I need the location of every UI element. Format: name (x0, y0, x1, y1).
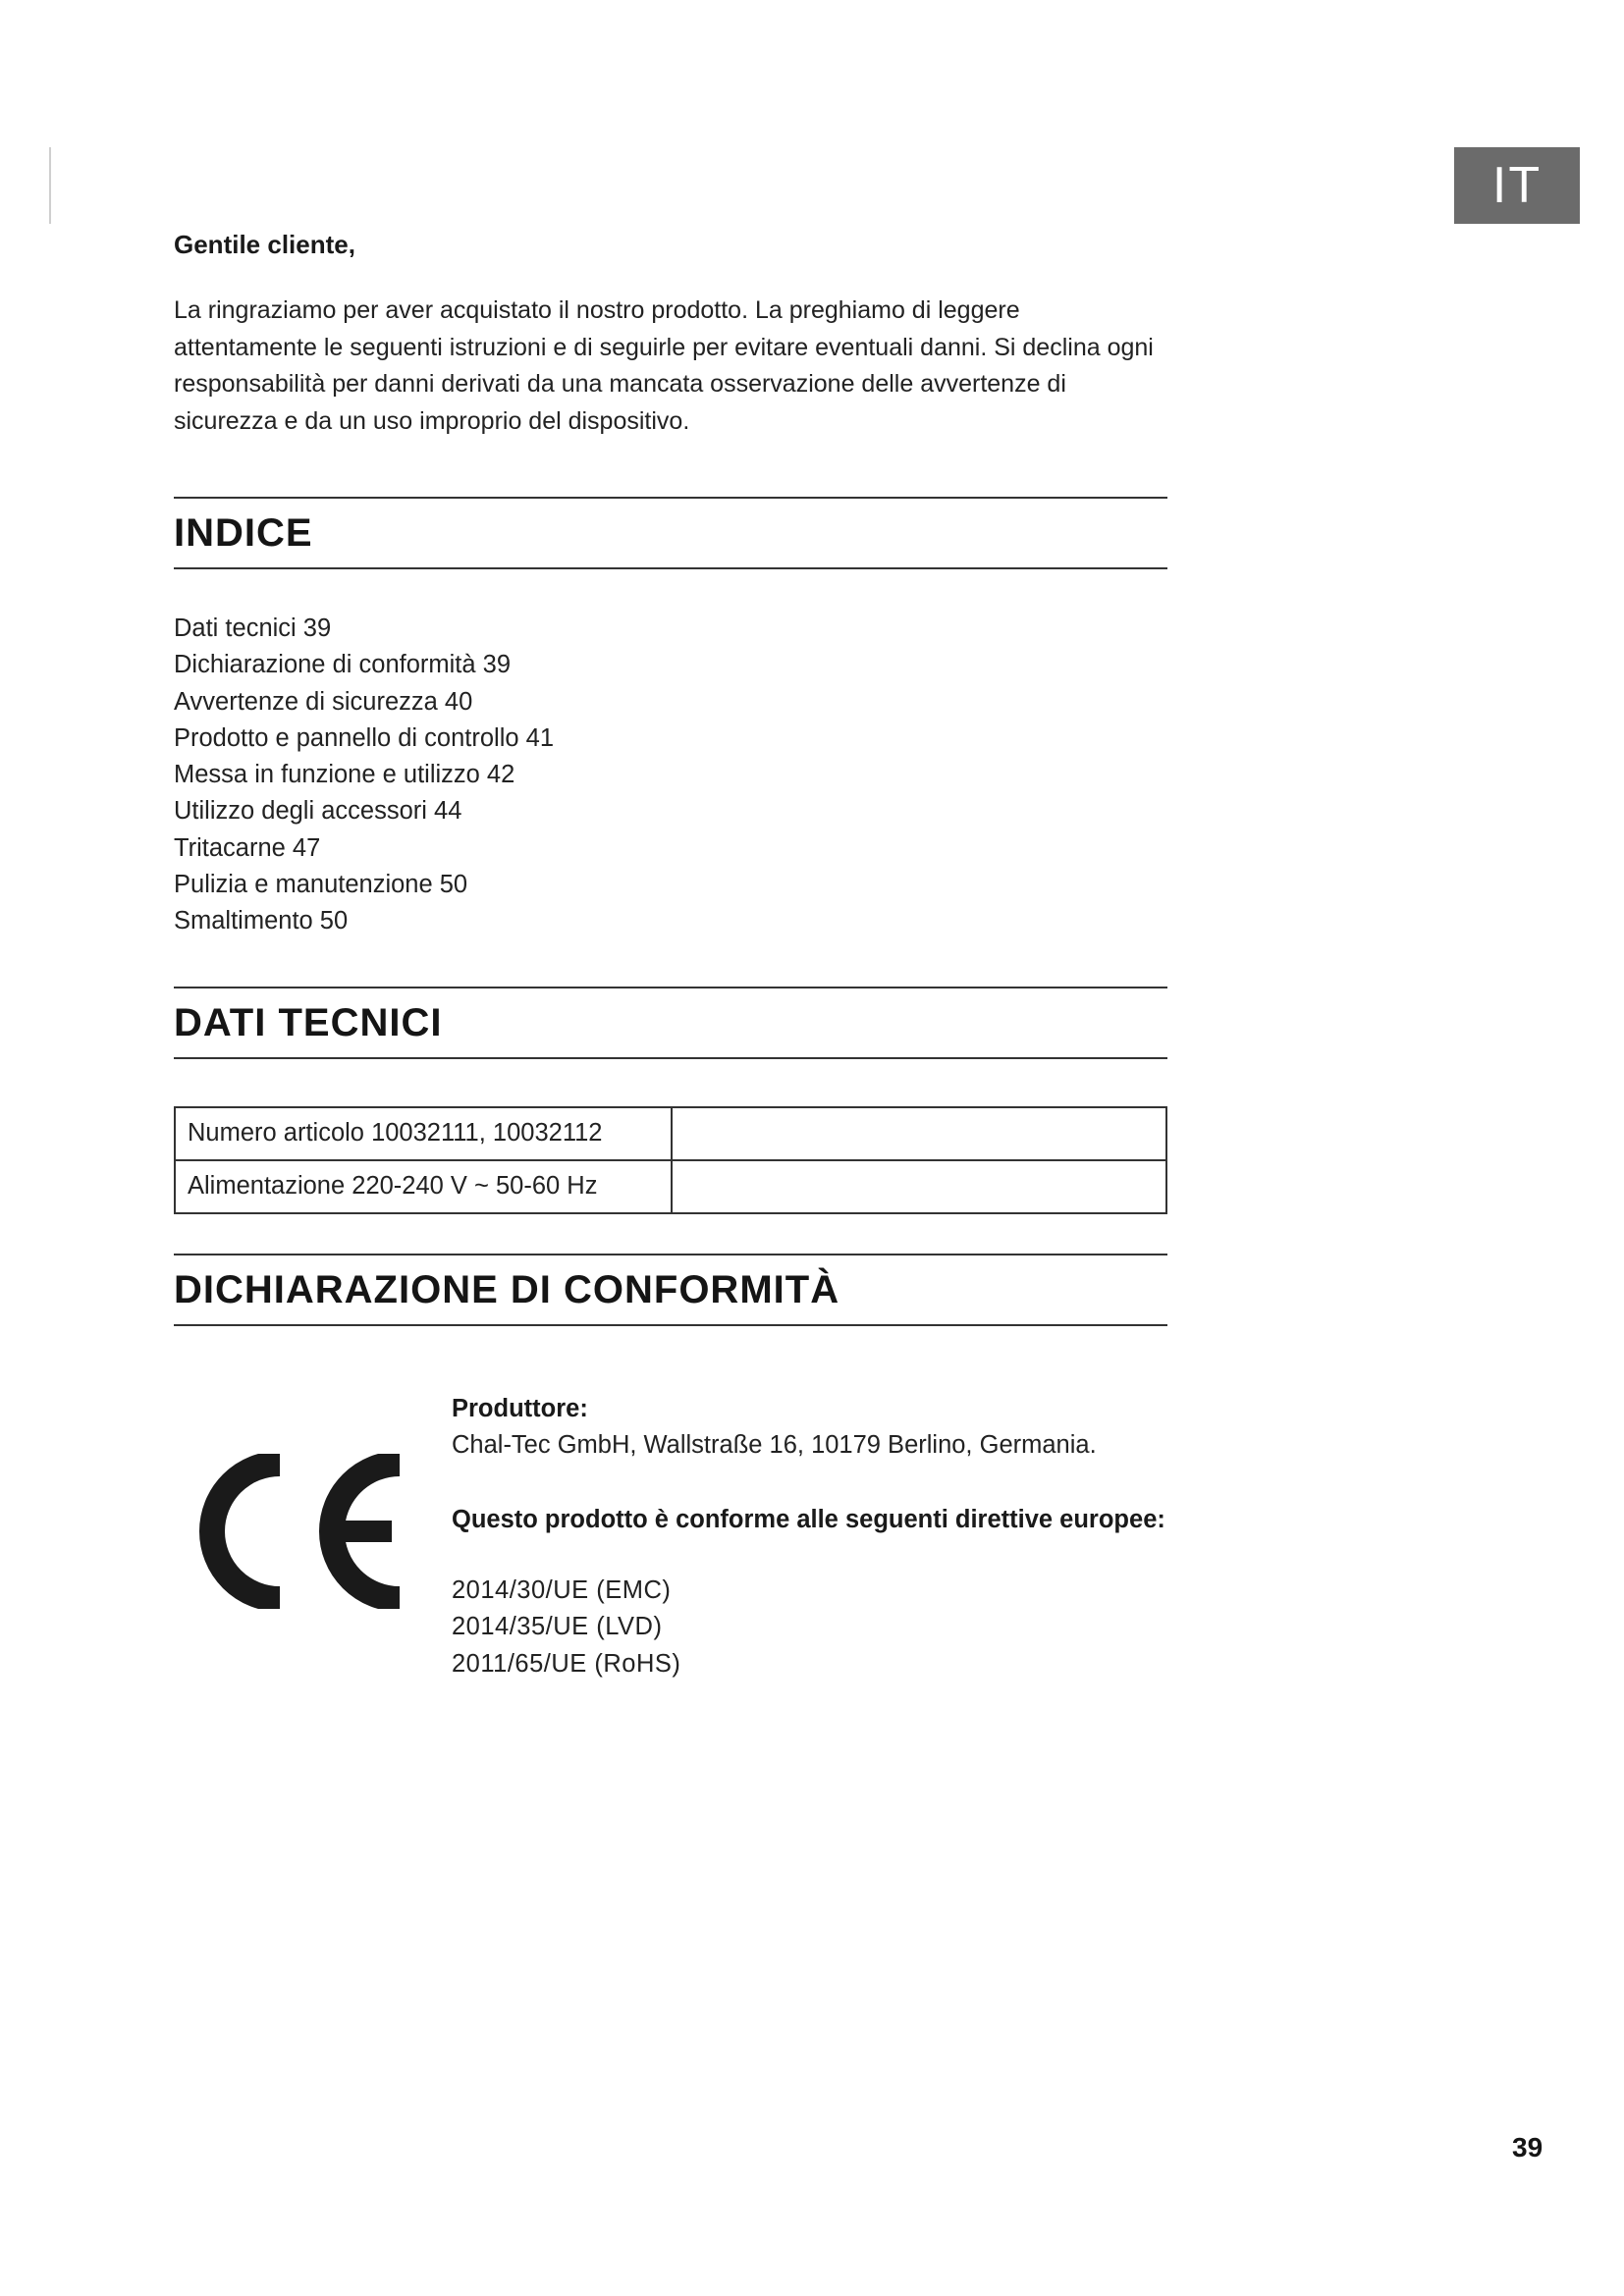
directive-item: 2011/65/UE (RoHS) (452, 1649, 681, 1678)
toc-item: Smaltimento 50 (174, 907, 349, 935)
toc-item: Messa in funzione e utilizzo 42 (174, 761, 515, 789)
section-title-conformita: DICHIARAZIONE DI CONFORMITÀ (174, 1254, 1167, 1326)
spec-table (174, 1106, 1167, 1214)
toc-item: Tritacarne 47 (174, 833, 321, 862)
page-number: 39 (1512, 2132, 1543, 2163)
toc-item: Prodotto e pannello di controllo 41 (174, 723, 555, 752)
table-row (175, 1160, 1166, 1213)
table-of-contents (174, 611, 1167, 940)
toc-item: Avvertenze di sicurezza 40 (174, 687, 473, 716)
conformity-block (174, 1391, 1167, 1744)
producer-label: Produttore: (452, 1394, 588, 1422)
greeting: Gentile cliente, (174, 230, 355, 259)
conformity-text (452, 1391, 1167, 1682)
section-title-indice: INDICE (174, 497, 1167, 569)
spec-value (672, 1107, 1166, 1160)
directive-item: 2014/35/UE (LVD) (452, 1613, 663, 1641)
toc-item: Dati tecnici 39 (174, 614, 332, 642)
producer-address: Chal-Tec GmbH, Wallstraße 16, 10179 Berlino, Germania. (452, 1431, 1097, 1460)
toc-item: Utilizzo degli accessori 44 (174, 797, 462, 826)
language-tab: IT (1454, 147, 1580, 224)
toc-item: Pulizia e manutenzione 50 (174, 871, 468, 899)
page-content (174, 222, 1167, 1744)
toc-item: Dichiarazione di conformità 39 (174, 651, 512, 679)
table-row (175, 1107, 1166, 1160)
intro-paragraph: La ringraziamo per aver acquistato il nostro prodotto. La preghiamo di leggere attentamente le seguenti istruzioni e di seguirle per evitare eventuali danni. Si declina ogni responsabilità per danni derivati da una mancata osservazione delle avvertenze di sicurezza e da un uso improprio del dispositivo. (174, 296, 1154, 435)
ce-mark-icon (193, 1454, 414, 1609)
directive-list (452, 1573, 1167, 1682)
directive-intro: Questo prodotto è conforme alle seguenti direttive europee: (452, 1505, 1165, 1533)
margin-rule (49, 147, 51, 224)
directive-item: 2014/30/UE (EMC) (452, 1576, 672, 1605)
spec-label: Numero articolo 10032111, 10032112 (175, 1107, 672, 1160)
spec-label: Alimentazione 220-240 V ~ 50-60 Hz (175, 1160, 672, 1213)
section-title-dati-tecnici: DATI TECNICI (174, 987, 1167, 1059)
spec-value (672, 1160, 1166, 1213)
